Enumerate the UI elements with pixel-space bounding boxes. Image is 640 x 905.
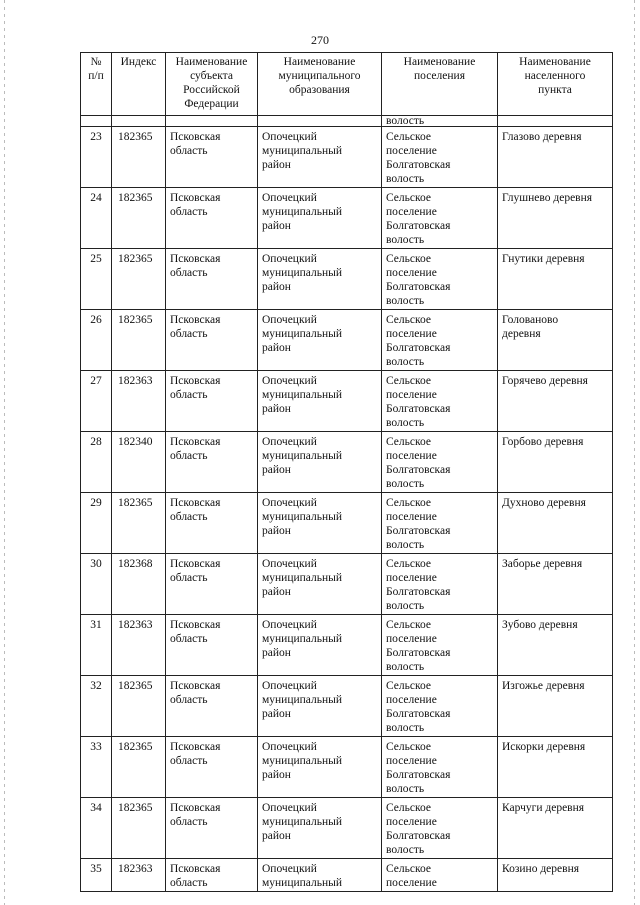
cell-text-line: Горбово деревня xyxy=(502,436,584,448)
cell-text-line: область xyxy=(170,450,208,462)
cell-settlement xyxy=(382,493,498,554)
cell-num: 35 xyxy=(81,859,112,892)
cell-text-line: поселение xyxy=(386,450,437,462)
cell-num: 26 xyxy=(81,310,112,371)
cell-text-line: волость xyxy=(386,173,425,185)
cell-text-line: Сельское xyxy=(386,863,432,875)
cell-text-line: район xyxy=(262,220,291,232)
cell-settlement xyxy=(382,371,498,432)
cell-text-line: Сельское xyxy=(386,253,432,265)
cell-locality xyxy=(498,371,613,432)
cell-index: 182365 xyxy=(112,798,166,859)
cell-text-line: район xyxy=(262,464,291,476)
cell-index: 182365 xyxy=(112,676,166,737)
cell-text-line: Наименование xyxy=(175,56,248,68)
cell-index: 182365 xyxy=(112,737,166,798)
cell-text-line: область xyxy=(170,267,208,279)
cell-index: 182365 xyxy=(112,127,166,188)
cell-text-line: населенного xyxy=(524,70,586,82)
cell-text-line: Горячево деревня xyxy=(502,375,588,387)
table-row xyxy=(81,493,613,554)
cell-text-line: район xyxy=(262,830,291,842)
cell-text-line: Индекс xyxy=(120,56,157,68)
cell-text-line: Сельское xyxy=(386,436,432,448)
cell-text-line: Болгатовская xyxy=(386,220,451,232)
cell-municipality xyxy=(258,493,382,554)
cell-text-line: поселения xyxy=(414,70,465,82)
cell-text-line: область xyxy=(170,206,208,218)
table-cell xyxy=(112,116,166,127)
cell-index: 182365 xyxy=(112,493,166,554)
cell-text-line: Сельское xyxy=(386,741,432,753)
table-row xyxy=(81,371,613,432)
page-number: 270 xyxy=(311,33,329,47)
cell-text-line: Сельское xyxy=(386,375,432,387)
table-cell xyxy=(258,116,382,127)
cell-index: 182368 xyxy=(112,554,166,615)
table-row xyxy=(81,554,613,615)
cell-text-line: Опочецкий xyxy=(262,619,317,631)
cell-text-line: Гнутики деревня xyxy=(502,253,585,265)
table-row xyxy=(81,249,613,310)
cell-text-line: волость xyxy=(386,234,425,246)
cell-locality xyxy=(498,310,613,371)
cell-subject xyxy=(166,859,258,892)
cell-text-line: Опочецкий xyxy=(262,558,317,570)
cell-text-line: область xyxy=(170,511,208,523)
cell-text-line: поселение xyxy=(386,694,437,706)
cell-text-line: Наименование xyxy=(519,56,591,68)
cell-text-line: Сельское xyxy=(386,680,432,692)
table-header-row xyxy=(81,53,613,116)
cell-text-line: Болгатовская xyxy=(386,525,451,537)
cell-num: 27 xyxy=(81,371,112,432)
cell-text-line: область xyxy=(170,145,208,157)
cell-text-line: волость xyxy=(386,783,425,795)
cell-text-line: Зубово деревня xyxy=(502,619,578,631)
cell-text-line: Сельское xyxy=(386,802,432,814)
cell-text-line: Псковская xyxy=(170,741,221,753)
cell-municipality xyxy=(258,188,382,249)
header-num xyxy=(81,53,112,116)
table-row xyxy=(81,127,613,188)
cell-settlement xyxy=(382,676,498,737)
header-settlement xyxy=(382,53,498,116)
cell-municipality xyxy=(258,310,382,371)
cell-subject xyxy=(166,493,258,554)
cell-text-line: Опочецкий xyxy=(262,192,317,204)
cell-text-line: Опочецкий xyxy=(262,802,317,814)
cell-text-line: поселение xyxy=(386,328,437,340)
cell-text-line: район xyxy=(262,159,291,171)
cell-text-line: волость xyxy=(386,600,425,612)
cell-text-line: Козино деревня xyxy=(502,863,580,875)
cell-text-line: муниципальный xyxy=(262,511,343,523)
cell-text-line: район xyxy=(262,647,291,659)
scan-edge-right xyxy=(634,0,635,905)
cell-text-line: Сельское xyxy=(386,558,432,570)
header-locality xyxy=(498,53,613,116)
cell-index: 182363 xyxy=(112,615,166,676)
header-index xyxy=(112,53,166,116)
cell-text-line: поселение xyxy=(386,511,437,523)
cell-num: 30 xyxy=(81,554,112,615)
cell-municipality xyxy=(258,432,382,493)
cell-subject xyxy=(166,371,258,432)
cell-text-line: Глушнево деревня xyxy=(502,192,593,204)
table-row xyxy=(81,310,613,371)
cell-text-line: муниципальный xyxy=(262,572,343,584)
cell-municipality xyxy=(258,676,382,737)
cell-text-line: область xyxy=(170,755,208,767)
header-municipality xyxy=(258,53,382,116)
cell-municipality xyxy=(258,554,382,615)
cell-text-line: волость xyxy=(386,478,425,490)
cell-text-line: поселение xyxy=(386,206,437,218)
cell-index: 182365 xyxy=(112,310,166,371)
cell-text-line: волость xyxy=(386,356,425,368)
cell-municipality xyxy=(258,798,382,859)
table-row xyxy=(81,615,613,676)
cell-text-line: Псковская xyxy=(170,863,221,875)
cell-num: 24 xyxy=(81,188,112,249)
cell-text-line: Болгатовская xyxy=(386,464,451,476)
cell-settlement xyxy=(382,798,498,859)
cell-index: 182363 xyxy=(112,371,166,432)
cell-index: 182365 xyxy=(112,188,166,249)
cell-text-line: поселение xyxy=(386,267,437,279)
cell-text-line: Карчуги деревня xyxy=(502,802,585,814)
cell-text-line: Псковская xyxy=(170,558,221,570)
cell-subject xyxy=(166,737,258,798)
cell-text-line: поселение xyxy=(386,572,437,584)
cell-locality xyxy=(498,676,613,737)
cell-municipality xyxy=(258,127,382,188)
cell-text-line: Сельское xyxy=(386,314,432,326)
cell-num: 23 xyxy=(81,127,112,188)
settlements-table xyxy=(80,52,613,892)
cell-text-line: Псковская xyxy=(170,802,221,814)
cell-text-line: Голованово xyxy=(502,314,559,326)
cell-text-line: Сельское xyxy=(386,131,432,143)
cell-text-line: Российской xyxy=(183,84,240,96)
cell-text-line: Псковская xyxy=(170,375,221,387)
cell-locality xyxy=(498,493,613,554)
cell-text-line: Опочецкий xyxy=(262,375,317,387)
header-subject xyxy=(166,53,258,116)
cell-text-line: Псковская xyxy=(170,314,221,326)
cell-settlement xyxy=(382,432,498,493)
cell-text-line: Болгатовская xyxy=(386,281,451,293)
cell-locality xyxy=(498,554,613,615)
cell-text-line: волость xyxy=(386,417,425,429)
cell-text-line: Болгатовская xyxy=(386,708,451,720)
cell-text-line: район xyxy=(262,708,291,720)
cell-text-line: район xyxy=(262,586,291,598)
cell-text-line: образования xyxy=(289,84,350,96)
cell-text-line: поселение xyxy=(386,145,437,157)
cell-text-line: поселение xyxy=(386,816,437,828)
cell-text-line: муниципальный xyxy=(262,816,343,828)
cell-text-line: пункта xyxy=(538,84,572,96)
cell-text-line: область xyxy=(170,694,208,706)
cell-text-line: область xyxy=(170,572,208,584)
cell-text-line: Наименование xyxy=(283,56,356,68)
cell-locality xyxy=(498,615,613,676)
cell-text-line: район xyxy=(262,769,291,781)
cell-text-line: волость xyxy=(386,115,425,127)
cell-text-line: Заборье деревня xyxy=(502,558,583,570)
cell-text-line: Федерации xyxy=(184,98,239,110)
scan-edge-left xyxy=(4,0,5,905)
cell-text-line: поселение xyxy=(386,389,437,401)
cell-text-line: деревня xyxy=(502,328,541,340)
cell-text-line: муниципальный xyxy=(262,328,343,340)
table-cell xyxy=(81,116,112,127)
cell-index: 182363 xyxy=(112,859,166,892)
cell-index: 182340 xyxy=(112,432,166,493)
cell-text-line: Опочецкий xyxy=(262,131,317,143)
cell-text-line: Болгатовская xyxy=(386,647,451,659)
continuation-row xyxy=(81,116,613,127)
cell-text-line: район xyxy=(262,525,291,537)
cell-text-line: Болгатовская xyxy=(386,342,451,354)
cell-subject xyxy=(166,188,258,249)
cell-text-line: № xyxy=(90,56,102,68)
cell-text-line: Болгатовская xyxy=(386,769,451,781)
cell-text-line: область xyxy=(170,877,208,889)
cell-text-line: волость xyxy=(386,295,425,307)
cell-subject xyxy=(166,127,258,188)
cell-municipality xyxy=(258,737,382,798)
cell-text-line: Болгатовская xyxy=(386,586,451,598)
cell-text-line: Псковская xyxy=(170,436,221,448)
cell-num: 28 xyxy=(81,432,112,493)
cell-text-line: Опочецкий xyxy=(262,497,317,509)
cell-text-line: муниципальный xyxy=(262,755,343,767)
cell-settlement xyxy=(382,310,498,371)
table-row xyxy=(81,188,613,249)
cell-text-line: Изгожье деревня xyxy=(502,680,585,692)
table-row xyxy=(81,737,613,798)
cell-text-line: волость xyxy=(386,661,425,673)
cell-text-line: Опочецкий xyxy=(262,436,317,448)
table-cell xyxy=(498,116,613,127)
cell-text-line: Псковская xyxy=(170,192,221,204)
cell-num: 32 xyxy=(81,676,112,737)
cell-text-line: Псковская xyxy=(170,131,221,143)
cell-text-line: муниципальный xyxy=(262,267,343,279)
cell-text-line: район xyxy=(262,281,291,293)
cell-text-line: муниципальный xyxy=(262,877,343,889)
cell-municipality xyxy=(258,859,382,892)
cell-text-line: Наименование xyxy=(403,56,476,68)
cell-municipality xyxy=(258,249,382,310)
cell-text-line: Псковская xyxy=(170,680,221,692)
cell-text-line: поселение xyxy=(386,633,437,645)
table-row xyxy=(81,676,613,737)
cell-settlement xyxy=(382,859,498,892)
continuation-settlement xyxy=(382,116,498,127)
table-row xyxy=(81,859,613,892)
table-row xyxy=(81,798,613,859)
cell-text-line: Опочецкий xyxy=(262,863,317,875)
cell-locality xyxy=(498,188,613,249)
cell-text-line: волость xyxy=(386,539,425,551)
cell-text-line: муниципальный xyxy=(262,694,343,706)
cell-text-line: Опочецкий xyxy=(262,680,317,692)
cell-text-line: субъекта xyxy=(190,70,233,82)
cell-text-line: Псковская xyxy=(170,253,221,265)
cell-num: 31 xyxy=(81,615,112,676)
cell-text-line: Опочецкий xyxy=(262,314,317,326)
cell-text-line: волость xyxy=(386,722,425,734)
cell-num: 29 xyxy=(81,493,112,554)
cell-text-line: Псковская xyxy=(170,497,221,509)
cell-subject xyxy=(166,554,258,615)
cell-index: 182365 xyxy=(112,249,166,310)
cell-text-line: п/п xyxy=(88,70,104,82)
cell-settlement xyxy=(382,554,498,615)
cell-text-line: муниципальный xyxy=(262,145,343,157)
cell-subject xyxy=(166,310,258,371)
cell-text-line: муниципальный xyxy=(262,206,343,218)
cell-settlement xyxy=(382,127,498,188)
cell-text-line: Духново деревня xyxy=(502,497,586,509)
table-cell xyxy=(166,116,258,127)
cell-settlement xyxy=(382,249,498,310)
cell-subject xyxy=(166,798,258,859)
cell-text-line: область xyxy=(170,816,208,828)
cell-text-line: Болгатовская xyxy=(386,403,451,415)
cell-text-line: область xyxy=(170,389,208,401)
cell-num: 25 xyxy=(81,249,112,310)
cell-subject xyxy=(166,676,258,737)
cell-municipality xyxy=(258,615,382,676)
cell-text-line: Болгатовская xyxy=(386,830,451,842)
cell-text-line: Псковская xyxy=(170,619,221,631)
cell-text-line: Опочецкий xyxy=(262,741,317,753)
cell-text-line: поселение xyxy=(386,755,437,767)
cell-subject xyxy=(166,249,258,310)
cell-text-line: волость xyxy=(386,844,425,856)
cell-text-line: Опочецкий xyxy=(262,253,317,265)
cell-num: 33 xyxy=(81,737,112,798)
cell-text-line: Глазово деревня xyxy=(502,131,582,143)
cell-locality xyxy=(498,798,613,859)
cell-municipality xyxy=(258,371,382,432)
cell-locality xyxy=(498,859,613,892)
cell-text-line: район xyxy=(262,342,291,354)
cell-locality xyxy=(498,127,613,188)
cell-subject xyxy=(166,432,258,493)
cell-text-line: Сельское xyxy=(386,619,432,631)
cell-text-line: муниципальный xyxy=(262,450,343,462)
table-row xyxy=(81,432,613,493)
cell-text-line: район xyxy=(262,403,291,415)
cell-text-line: Искорки деревня xyxy=(502,741,586,753)
cell-text-line: область xyxy=(170,633,208,645)
cell-text-line: Сельское xyxy=(386,497,432,509)
cell-text-line: муниципальный xyxy=(262,633,343,645)
cell-text-line: поселение xyxy=(386,877,437,889)
cell-settlement xyxy=(382,737,498,798)
cell-locality xyxy=(498,432,613,493)
cell-settlement xyxy=(382,188,498,249)
cell-text-line: область xyxy=(170,328,208,340)
cell-text-line: муниципального xyxy=(278,70,361,82)
cell-text-line: Сельское xyxy=(386,192,432,204)
cell-settlement xyxy=(382,615,498,676)
cell-text-line: муниципальный xyxy=(262,389,343,401)
cell-locality xyxy=(498,249,613,310)
cell-locality xyxy=(498,737,613,798)
cell-text-line: Болгатовская xyxy=(386,159,451,171)
cell-num: 34 xyxy=(81,798,112,859)
table-body xyxy=(81,116,613,892)
cell-subject xyxy=(166,615,258,676)
